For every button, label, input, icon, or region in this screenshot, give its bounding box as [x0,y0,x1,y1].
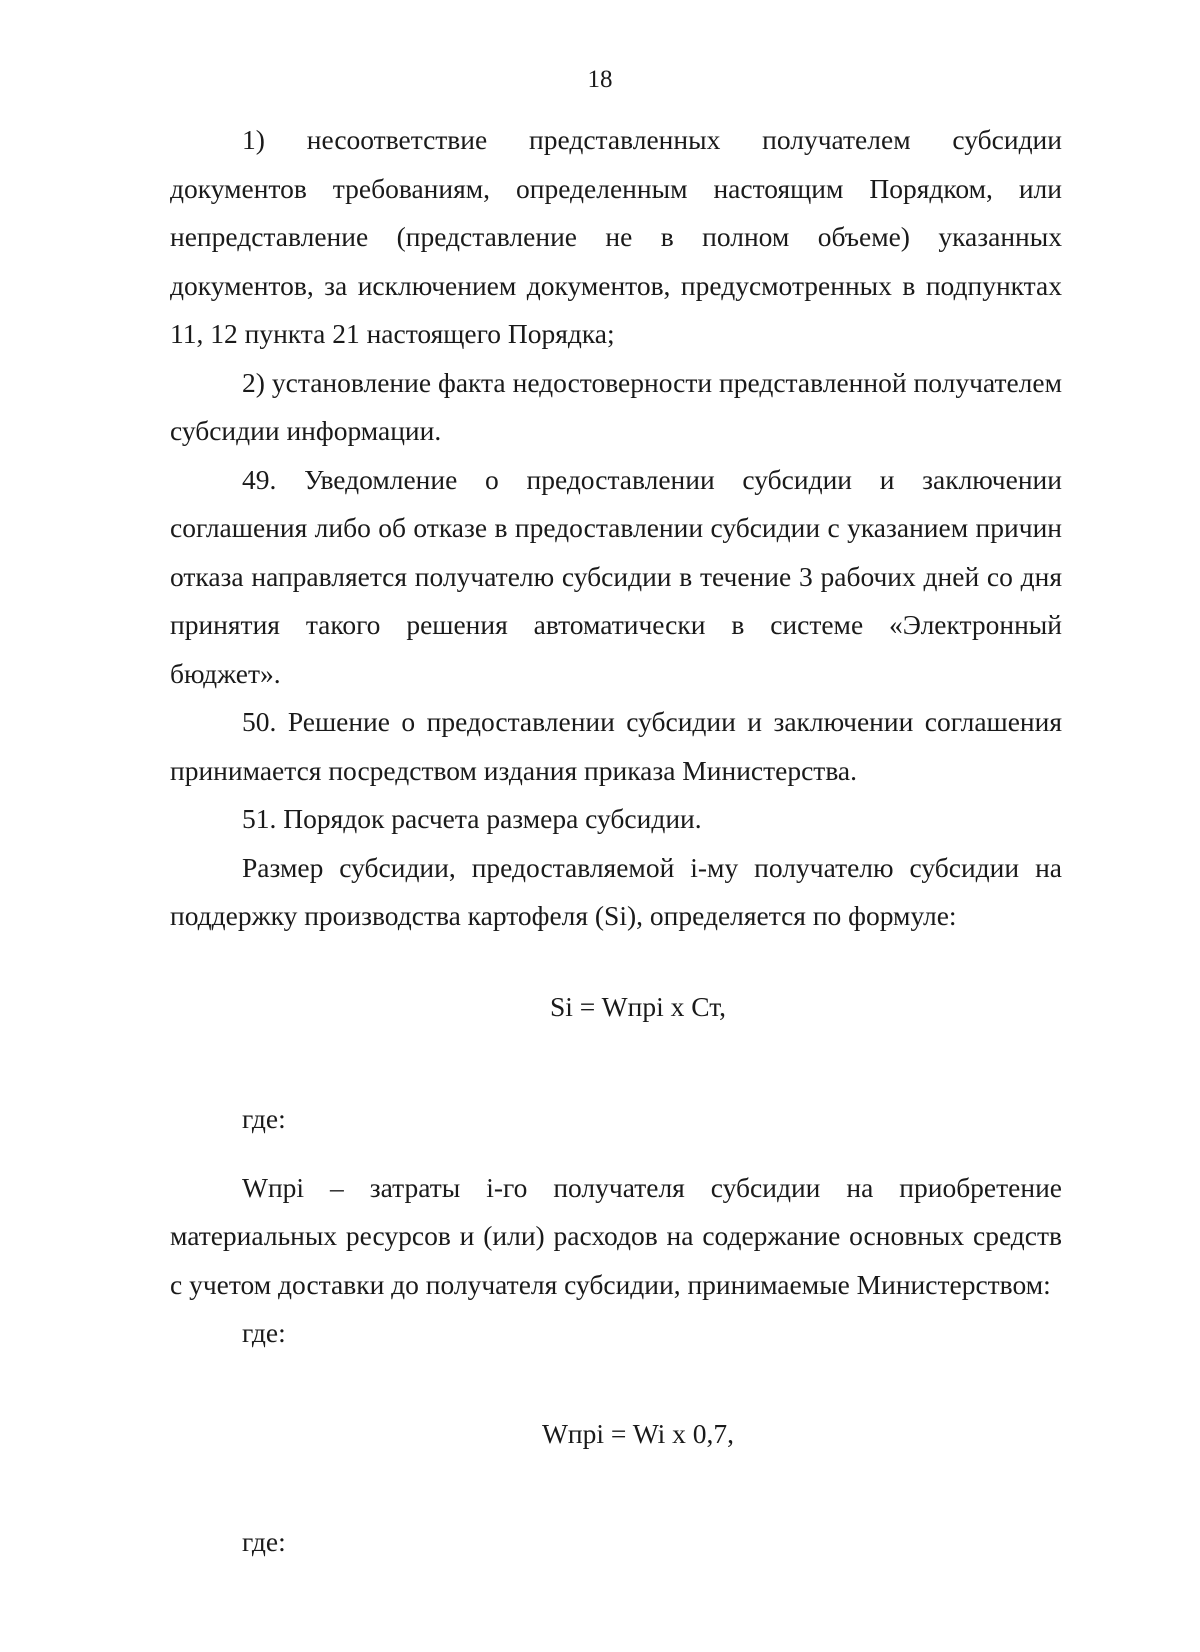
paragraph-49: 49. Уведомление о предоставлении субсидии и заключении соглашения либо об отказе в предоставлении субсидии с указанием причин отказа направляется получателю субсидии в течение 3 рабочих дней со дня принятия такого решения автоматически в системе «Электронный бюджет». [170,463,1062,689]
paragraph-item-2: 2) установление факта недостоверности представленной получателем субсидии информации. [170,366,1062,446]
where-label-1: где: [242,1103,286,1134]
paragraph-51: 51. Порядок расчета размера субсидии. [242,803,702,834]
page-number: 18 [587,66,613,93]
formula-wpri: Wпрi = Wi х 0,7, [541,1417,735,1449]
paragraph-subsidy-size: Размер субсидии, предоставляемой i-му получателю субсидии на поддержку производства картофеля (Si), определяется по формуле: [170,851,1062,931]
paragraph-wpri-definition: Wпрi – затраты i-го получателя субсидии на приобретение материальных ресурсов и (или) расходов на содержание основных средств с учетом доставки до получателя субсидии, принимаемые Министерством: [170,1171,1062,1300]
paragraph-item-1: 1) несоответствие представленных получателем субсидии документов требованиям, определенным настоящим Порядком, или непредставление (представление не в полном объеме) указанных документов, за исключением документов, предусмотренных в подпунктах 11, 12 пункта 21 настоящего Порядка; [170,124,1062,349]
where-label-3: где: [242,1526,286,1557]
formula-si: Si = Wпрi х Ст, [549,990,727,1022]
where-label-2: где: [242,1317,286,1348]
document-body [170,116,1062,1567]
paragraph-50: 50. Решение о предоставлении субсидии и заключении соглашения принимается посредством издания приказа Министерства. [170,706,1062,786]
